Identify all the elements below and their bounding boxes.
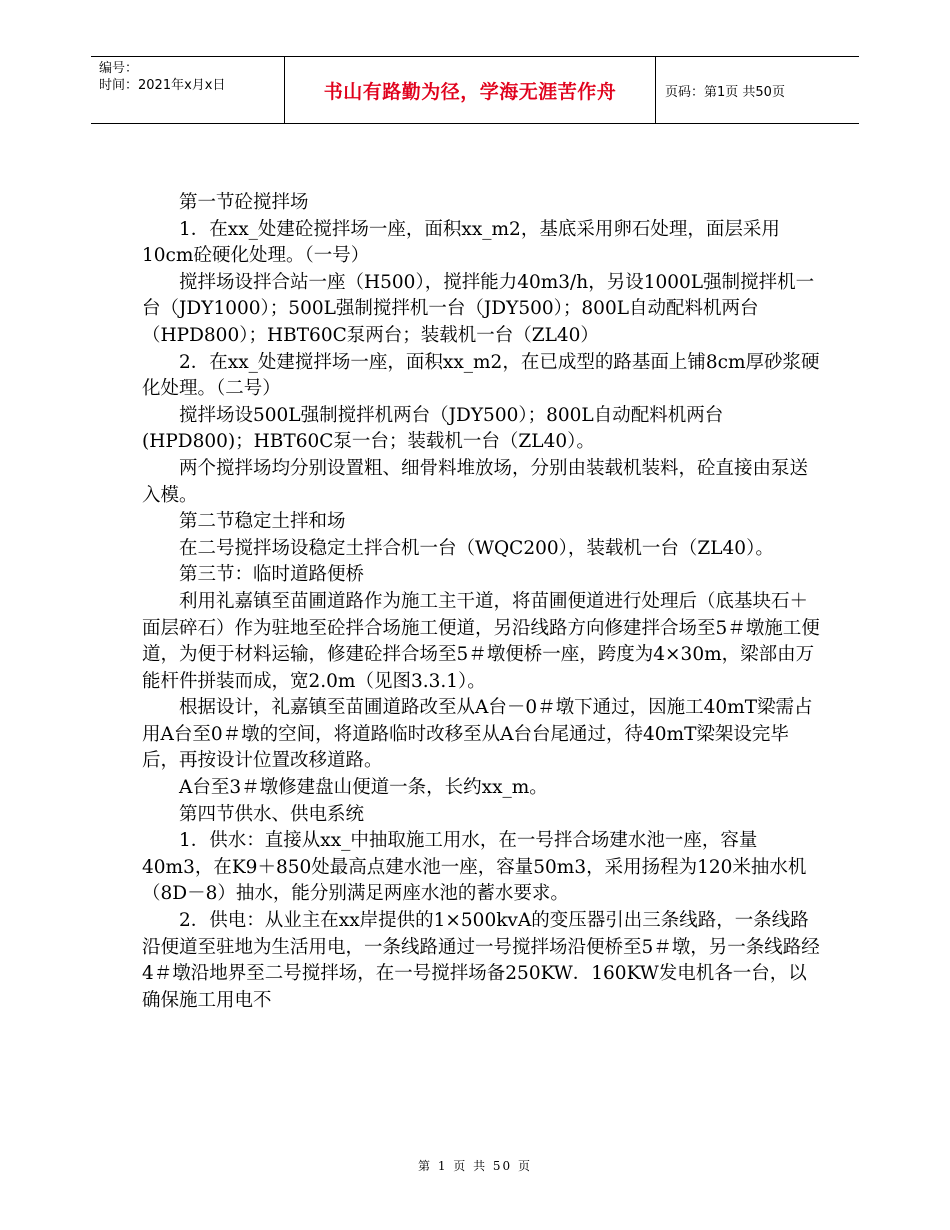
paragraph: 两个搅拌场均分别设置粗、细骨料堆放场，分别由装载机装料，砼直接由泵送入模。 xyxy=(142,457,809,506)
paragraph: 2．供电：从业主在xx岸提供的1×500kvA的变压器引出三条线路，一条线路沿便道至驻地为生活用电，一条线路通过一号搅拌场沿便桥至5＃墩，另一条线路经4＃墩沿地界至二号搅拌场，在一号搅拌场备250KW．160KW发电机各一台，以确保施工用电不 xyxy=(142,910,820,1011)
header-meta-cell xyxy=(91,57,284,123)
header-motto-cell xyxy=(284,57,656,123)
motto-text: 书山有路勤为径，学海无涯苦作舟 xyxy=(323,80,617,103)
header-page-cell xyxy=(655,57,859,123)
section-heading: 第三节：临时道路便桥 xyxy=(179,564,365,586)
paragraph: 利用礼嘉镇至苗圃道路作为施工主干道，将苗圃便道进行处理后（底基块石＋面层碎石）作为驻地至砼拌合场施工便道，另沿线路方向修建拌合场至5＃墩施工便道，为便于材料运输，修建砼拌合场至5＃墩便桥一座，跨度为4×30m，梁部由万能杆件拼装而成，宽2.0m（见图3.3.1）。 xyxy=(142,590,820,692)
serial-label: 编号： xyxy=(99,61,139,76)
paragraph: 搅拌场设拌合站一座（H500），搅拌能力40m3/h，另设1000L强制搅拌机一台（JDY1000）；500L强制搅拌机一台（JDY500）；800L自动配料机两台（HPD800）；HBT60C泵两台；装载机一台（ZL40） xyxy=(142,271,815,346)
paragraph: 1．供水：直接从xx_中抽取施工用水，在一号拌合场建水池一座，容量40m3，在K9＋850处最高点建水池一座，容量50m3，采用扬程为120米抽水机（8D－8）抽水，能分别满足两座水池的蓄水要求。 xyxy=(142,830,807,905)
page-info: 页码：第1页 共50页 xyxy=(665,84,785,100)
section-heading: 第四节供水、供电系统 xyxy=(179,803,365,825)
page-footer: 第 1 页 共 50 页 xyxy=(418,1159,532,1173)
page-header xyxy=(91,56,859,124)
paragraph: 2．在xx_处建搅拌场一座，面积xx_m2，在已成型的路基面上铺8cm厚砂浆硬化处理。（二号） xyxy=(142,351,820,400)
section-heading: 第一节砼搅拌场 xyxy=(179,192,309,213)
time-label: 时间：2021年x月x日 xyxy=(99,78,226,93)
paragraph: A台至3＃墩修建盘山便道一条，长约xx_m。 xyxy=(179,777,548,799)
paragraph: 在二号搅拌场设稳定土拌合机一台（WQC200），装载机一台（ZL40）。 xyxy=(179,537,774,559)
paragraph: 搅拌场设500L强制搅拌机两台（JDY500）；800L自动配料机两台(HPD800)；HBT60C泵一台；装载机一台（ZL40）。 xyxy=(142,404,724,453)
paragraph: 1．在xx_处建砼搅拌场一座，面积xx_m2，基底采用卵石处理，面层采用10cm砼硬化处理。（一号） xyxy=(142,218,780,267)
paragraph: 根据设计，礼嘉镇至苗圃道路改至从A台－0＃墩下通过，因施工40mT梁需占用A台至0＃墩的空间，将道路临时改移至从A台台尾通过，待40mT梁架设完毕后，再按设计位置改移道路。 xyxy=(142,697,813,772)
document-body xyxy=(142,190,822,1014)
section-heading: 第二节稳定土拌和场 xyxy=(179,511,346,533)
